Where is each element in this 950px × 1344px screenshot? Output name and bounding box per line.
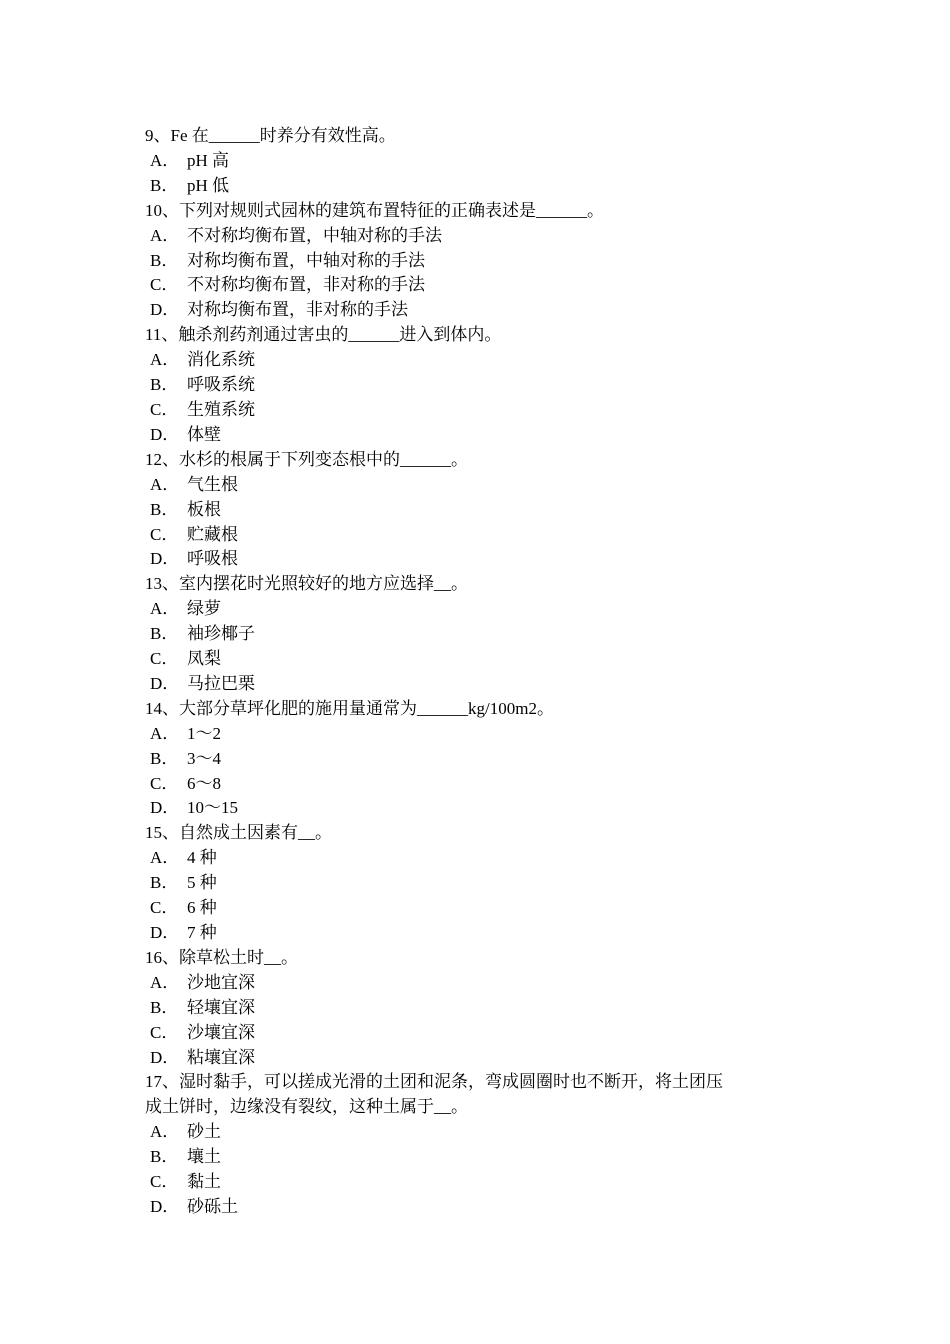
option-text: 砂土 [187,1122,221,1142]
answer-option [145,846,810,871]
answer-option [145,871,810,896]
option-text: 6～8 [187,773,221,793]
option-text: 黏土 [187,1172,221,1192]
option-letter: B． [150,873,179,893]
option-letter: C． [150,773,179,793]
option-letter: C． [150,649,179,669]
answer-option [145,547,810,572]
option-letter: D． [150,1047,180,1067]
option-text: 呼吸系统 [187,375,255,395]
option-letter: D． [150,923,180,942]
option-text: 对称均衡布置，中轴对称的手法 [187,250,425,270]
question-stem: 14、大部分草坪化肥的施用量通常为______kg/100m2。 [145,698,554,718]
answer-option [145,373,810,398]
question-block [145,199,810,324]
option-text: 马拉巴栗 [187,673,255,693]
question-block [145,572,810,697]
answer-option [145,398,810,423]
option-text: 呼吸根 [187,549,238,569]
answer-option [145,423,810,448]
answer-option [145,1120,810,1145]
option-letter: A． [150,972,180,992]
option-text: 4 种 [187,848,217,868]
option-text: 砂砾土 [187,1196,238,1216]
option-letter: A． [150,225,180,245]
question-stem: 9、Fe 在______时养分有效性高。 [145,126,396,145]
answer-option [145,1195,810,1220]
option-text: 沙地宜深 [187,972,255,992]
option-letter: D． [150,549,180,569]
question-block [145,124,810,199]
option-letter: C． [150,399,179,419]
option-letter: B． [150,175,179,195]
answer-option [145,772,810,797]
option-letter: C． [150,1172,179,1192]
option-letter: B． [150,499,179,519]
option-text: 不对称均衡布置，中轴对称的手法 [187,225,442,245]
option-text: 7 种 [187,923,217,942]
answer-option [145,174,810,199]
option-text: 生殖系统 [187,399,255,419]
answer-option [145,473,810,498]
answer-option [145,622,810,647]
option-letter: B． [150,375,179,395]
option-letter: C． [150,898,179,918]
answer-option [145,298,810,323]
question-stem: 13、室内摆花时光照较好的地方应选择__。 [145,574,468,594]
option-text: pH 高 [187,150,230,170]
answer-option [145,647,810,672]
question-stem: 17、湿时黏手，可以搓成光滑的土团和泥条，弯成圆圈时也不断开，将土团压 成土饼时，边缘没有裂纹，这种土属于__。 [145,1072,723,1117]
option-letter: A． [150,848,180,868]
option-letter: D． [150,798,180,818]
answer-option [145,597,810,622]
question-block [145,1070,810,1219]
question-block [145,697,810,822]
option-text: 贮藏根 [187,524,238,544]
option-letter: D． [150,424,180,444]
option-letter: A． [150,599,180,619]
question-stem: 12、水杉的根属于下列变态根中的______。 [145,449,468,469]
option-letter: C． [150,1022,179,1042]
answer-option [145,523,810,548]
answer-option [145,672,810,697]
option-text: 1～2 [187,723,221,743]
option-text: 10～15 [187,798,238,818]
option-text: 粘壤宜深 [187,1047,255,1067]
option-text: 体壁 [187,424,221,444]
question-stem: 16、除草松土时__。 [145,947,298,967]
answer-option [145,1145,810,1170]
answer-option [145,149,810,174]
option-text: 轻壤宜深 [187,997,255,1017]
question-stem: 15、自然成土因素有__。 [145,823,332,843]
question-stem: 10、下列对规则式园林的建筑布置特征的正确表述是______。 [145,200,604,220]
answer-option [145,971,810,996]
option-letter: D． [150,300,180,320]
option-letter: A． [150,474,180,494]
option-text: 凤梨 [187,649,221,669]
option-text: pH 低 [187,175,230,195]
option-text: 消化系统 [187,350,255,370]
option-letter: C． [150,275,179,295]
answer-option [145,224,810,249]
answer-option [145,498,810,523]
answer-option [145,722,810,747]
answer-option [145,249,810,274]
answer-option [145,1021,810,1046]
answer-option [145,921,810,946]
option-text: 气生根 [187,474,238,494]
option-letter: B． [150,250,179,270]
question-block [145,946,810,1071]
answer-option [145,996,810,1021]
option-letter: C． [150,524,179,544]
option-letter: B． [150,624,179,644]
answer-option [145,796,810,821]
option-letter: A． [150,1122,180,1142]
question-stem: 11、触杀剂药剂通过害虫的______进入到体内。 [145,325,502,345]
option-text: 袖珍椰子 [187,624,255,644]
option-letter: B． [150,997,179,1017]
question-block [145,448,810,573]
option-letter: A． [150,150,180,170]
option-text: 沙壤宜深 [187,1022,255,1042]
answer-option [145,747,810,772]
option-text: 壤土 [187,1147,221,1167]
option-letter: D． [150,1196,180,1216]
option-letter: D． [150,673,180,693]
answer-option [145,273,810,298]
question-block [145,323,810,448]
answer-option [145,896,810,921]
option-text: 3～4 [187,748,221,768]
option-letter: B． [150,748,179,768]
option-text: 6 种 [187,898,217,918]
option-letter: A． [150,350,180,370]
option-text: 对称均衡布置，非对称的手法 [187,300,408,320]
question-block [145,821,810,946]
option-text: 绿萝 [187,599,221,619]
option-letter: A． [150,723,180,743]
option-text: 不对称均衡布置，非对称的手法 [187,275,425,295]
option-letter: B． [150,1147,179,1167]
answer-option [145,348,810,373]
option-text: 5 种 [187,873,217,893]
answer-option [145,1046,810,1071]
question-list [145,124,810,1220]
option-text: 板根 [187,499,221,519]
answer-option [145,1170,810,1195]
